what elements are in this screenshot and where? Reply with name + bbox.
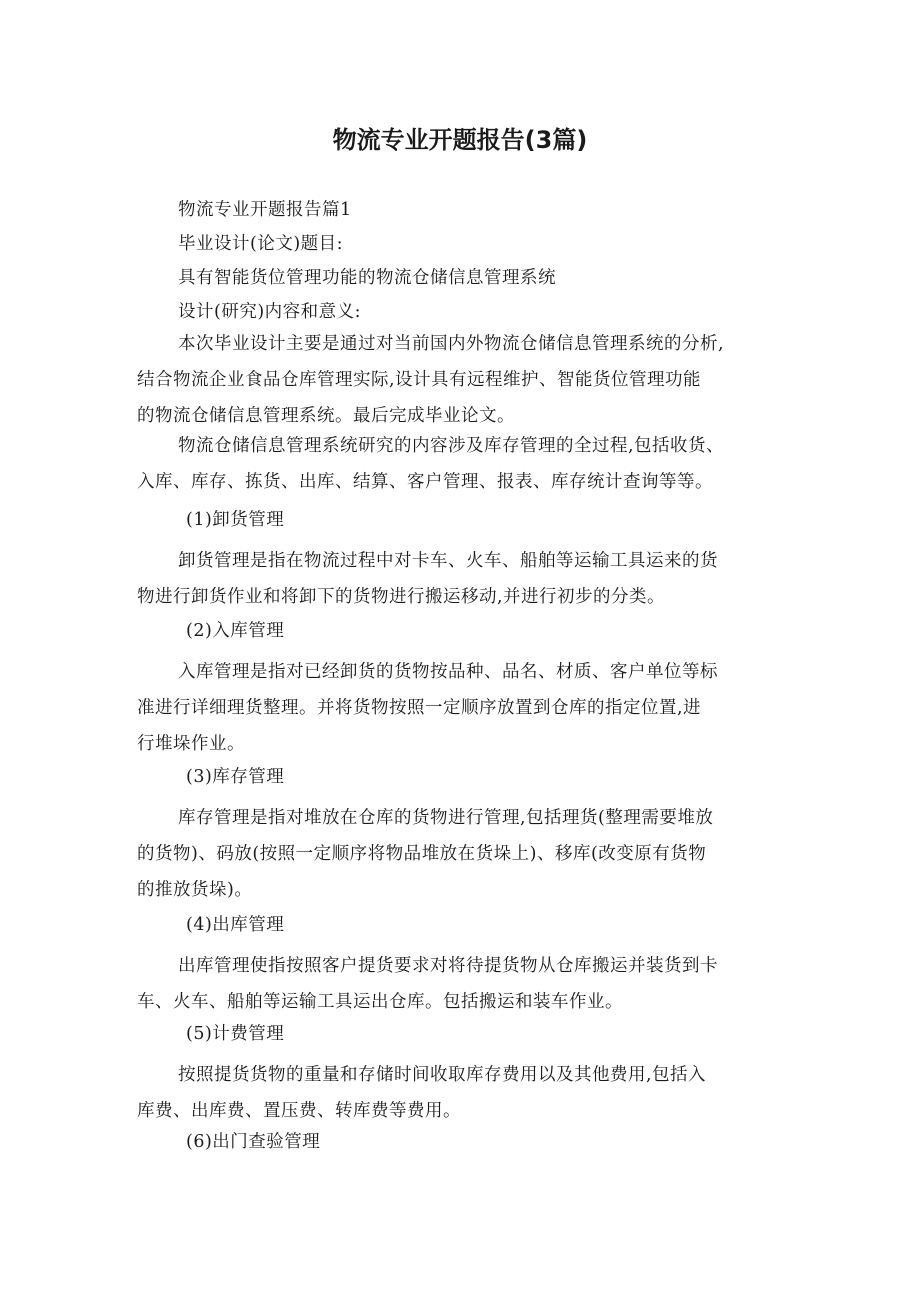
paragraph-line: 按照提货货物的重量和存储时间收取库存费用以及其他费用,包括入 — [178, 1065, 707, 1085]
paragraph-line: 的推放货垛)。 — [137, 880, 253, 900]
topic-label: 毕业设计(论文)题目: — [178, 234, 344, 254]
subsection-title: (1)卸货管理 — [186, 510, 285, 530]
paragraph-line: 的物流仓储信息管理系统。最后完成毕业论文。 — [137, 406, 515, 426]
paragraph-line: 库存管理是指对堆放在仓库的货物进行管理,包括理货(整理需要堆放 — [178, 808, 714, 828]
paragraph-line: 的货物)、码放(按照一定顺序将物品堆放在货垛上)、移库(改变原有货物 — [137, 844, 707, 864]
paragraph-line: 入库、库存、拣货、出库、结算、客户管理、报表、库存统计查询等等。 — [137, 472, 713, 492]
paragraph-line: 车、火车、船舶等运输工具运出仓库。包括搬运和装车作业。 — [137, 992, 623, 1012]
section-heading: 物流专业开题报告篇1 — [178, 200, 352, 220]
subsection-title: (6)出门查验管理 — [186, 1132, 321, 1152]
paragraph-line: 出库管理使指按照客户提货要求对将待提货物从仓库搬运并装货到卡 — [178, 956, 718, 976]
subsection-text — [137, 1057, 797, 1129]
paragraph-line: 物流仓储信息管理系统研究的内容涉及库存管理的全过程,包括收货、 — [178, 436, 725, 456]
document-title: 物流专业开题报告(3篇) — [332, 126, 588, 154]
paragraph-line: 库费、出库费、置压费、转库费等费用。 — [137, 1101, 461, 1121]
paragraph-line: 卸货管理是指在物流过程中对卡车、火车、船舶等运输工具运来的货 — [178, 551, 718, 571]
subsection-title: (3)库存管理 — [186, 767, 285, 787]
paragraph-line: 结合物流企业食品仓库管理实际,设计具有远程维护、智能货位管理功能 — [137, 370, 702, 390]
subsection-title: (4)出库管理 — [186, 915, 285, 935]
subsection-text — [137, 654, 797, 762]
paragraph-line: 行堆垛作业。 — [137, 734, 245, 754]
content-label: 设计(研究)内容和意义: — [178, 302, 362, 322]
paragraph-intro — [137, 326, 797, 434]
subsection-title: (5)计费管理 — [186, 1024, 285, 1044]
subsection-text — [137, 800, 797, 908]
subsection-title: (2)入库管理 — [186, 621, 285, 641]
paragraph-line: 入库管理是指对已经卸货的货物按品种、品名、材质、客户单位等标 — [178, 662, 718, 682]
paragraph-line: 本次毕业设计主要是通过对当前国内外物流仓储信息管理系统的分析, — [178, 334, 725, 354]
paragraph-line: 物进行卸货作业和将卸下的货物进行搬运移动,并进行初步的分类。 — [137, 587, 666, 607]
paragraph-line: 准进行详细理货整理。并将货物按照一定顺序放置到仓库的指定位置,进 — [137, 698, 702, 718]
topic-text: 具有智能货位管理功能的物流仓储信息管理系统 — [178, 268, 556, 288]
subsection-text — [137, 948, 797, 1020]
subsection-text — [137, 543, 797, 615]
paragraph-scope — [137, 428, 797, 500]
